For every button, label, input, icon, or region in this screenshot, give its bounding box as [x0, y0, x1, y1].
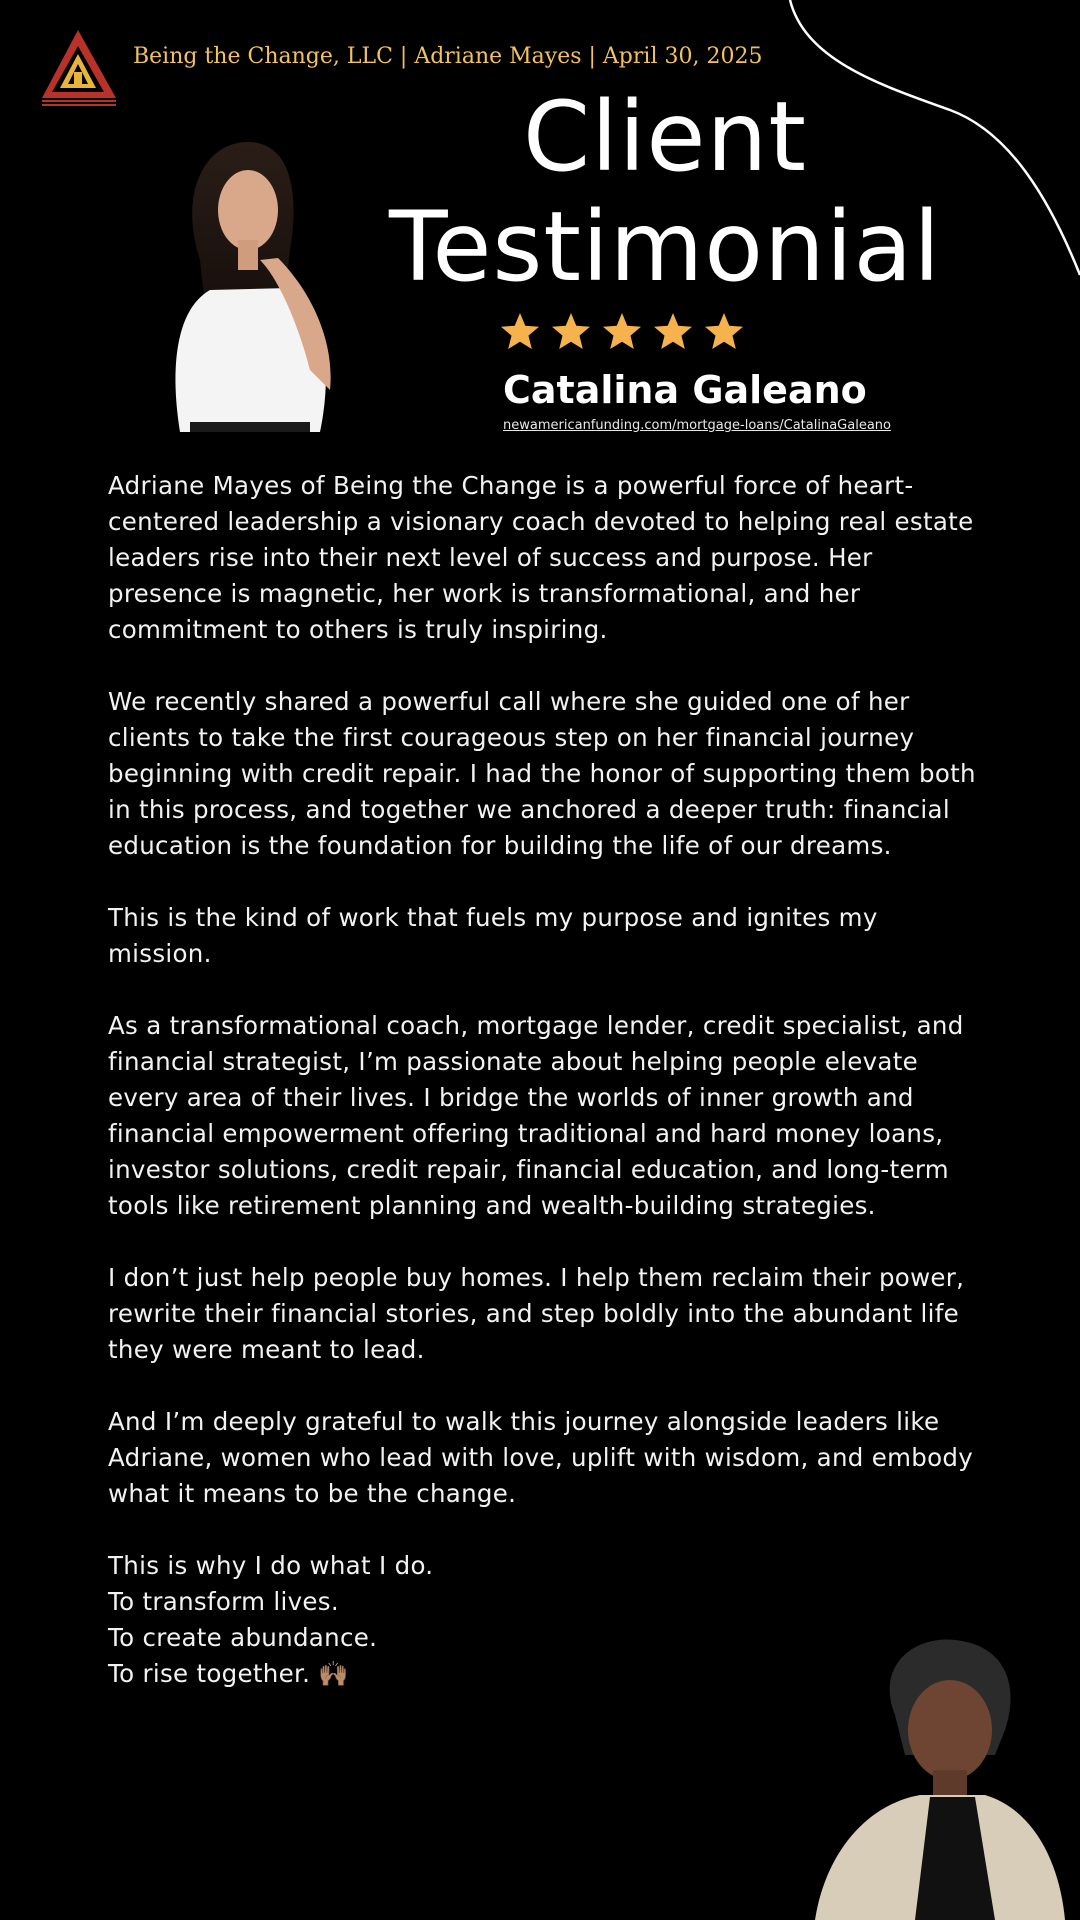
testimonial-paragraph-6: And I’m deeply grateful to walk this journey alongside leaders like Adriane, women who lead with love, uplift with wisdom, and embody what it means to be the change. [108, 1407, 974, 1508]
closing-line-1: This is why I do what I do. [108, 1551, 434, 1580]
testimonial-body [108, 468, 988, 1692]
five-star-rating [500, 312, 744, 352]
testimonial-paragraph-4: As a transformational coach, mortgage lender, credit specialist, and financial strategist, I’m passionate about helping people elevate every area of their lives. I bridge the worlds of inner growth and financial empowerment offering traditional and hard money loans, investor solutions, credit repair, financial education, and long-term tools like retirement planning and wealth-building strategies. [108, 1011, 964, 1220]
client-name: Catalina Galeano [503, 368, 867, 412]
closing-line-2: To transform lives. [108, 1587, 339, 1616]
closing-line-4: To rise together. 🙌🏽 [108, 1659, 350, 1688]
title-line-2: Testimonial [389, 191, 941, 303]
company-logo-icon [38, 28, 122, 108]
star-icon [704, 312, 744, 352]
client-portrait [160, 140, 350, 432]
star-icon [602, 312, 642, 352]
closing-line-3: To create abundance. [108, 1623, 378, 1652]
coach-portrait [805, 1635, 1070, 1920]
client-profile-link[interactable]: newamericanfunding.com/mortgage-loans/CatalinaGaleano [503, 418, 891, 433]
page-title [380, 82, 950, 302]
testimonial-paragraph-2: We recently shared a powerful call where she guided one of her clients to take the first courageous step on her financial journey beginning with credit repair. I had the honor of supporting them both in this process, and together we anchored a deeper truth: financial education is the foundation for building the life of our dreams. [108, 687, 976, 860]
title-line-1: Client [523, 81, 807, 193]
testimonial-paragraph-5: I don’t just help people buy homes. I help them reclaim their power, rewrite their financial stories, and step boldly into the abundant life they were meant to lead. [108, 1263, 965, 1364]
testimonial-paragraph-1: Adriane Mayes of Being the Change is a powerful force of heart-centered leadership a visionary coach devoted to helping real estate leaders rise into their next level of success and purpose. Her presence is magnetic, her work is transformational, and her commitment to others is truly inspiring. [108, 471, 974, 644]
star-icon [500, 312, 540, 352]
star-icon [551, 312, 591, 352]
star-icon [653, 312, 693, 352]
testimonial-paragraph-3: This is the kind of work that fuels my purpose and ignites my mission. [108, 903, 878, 968]
header-byline: Being the Change, LLC | Adriane Mayes | April 30, 2025 [133, 44, 763, 69]
